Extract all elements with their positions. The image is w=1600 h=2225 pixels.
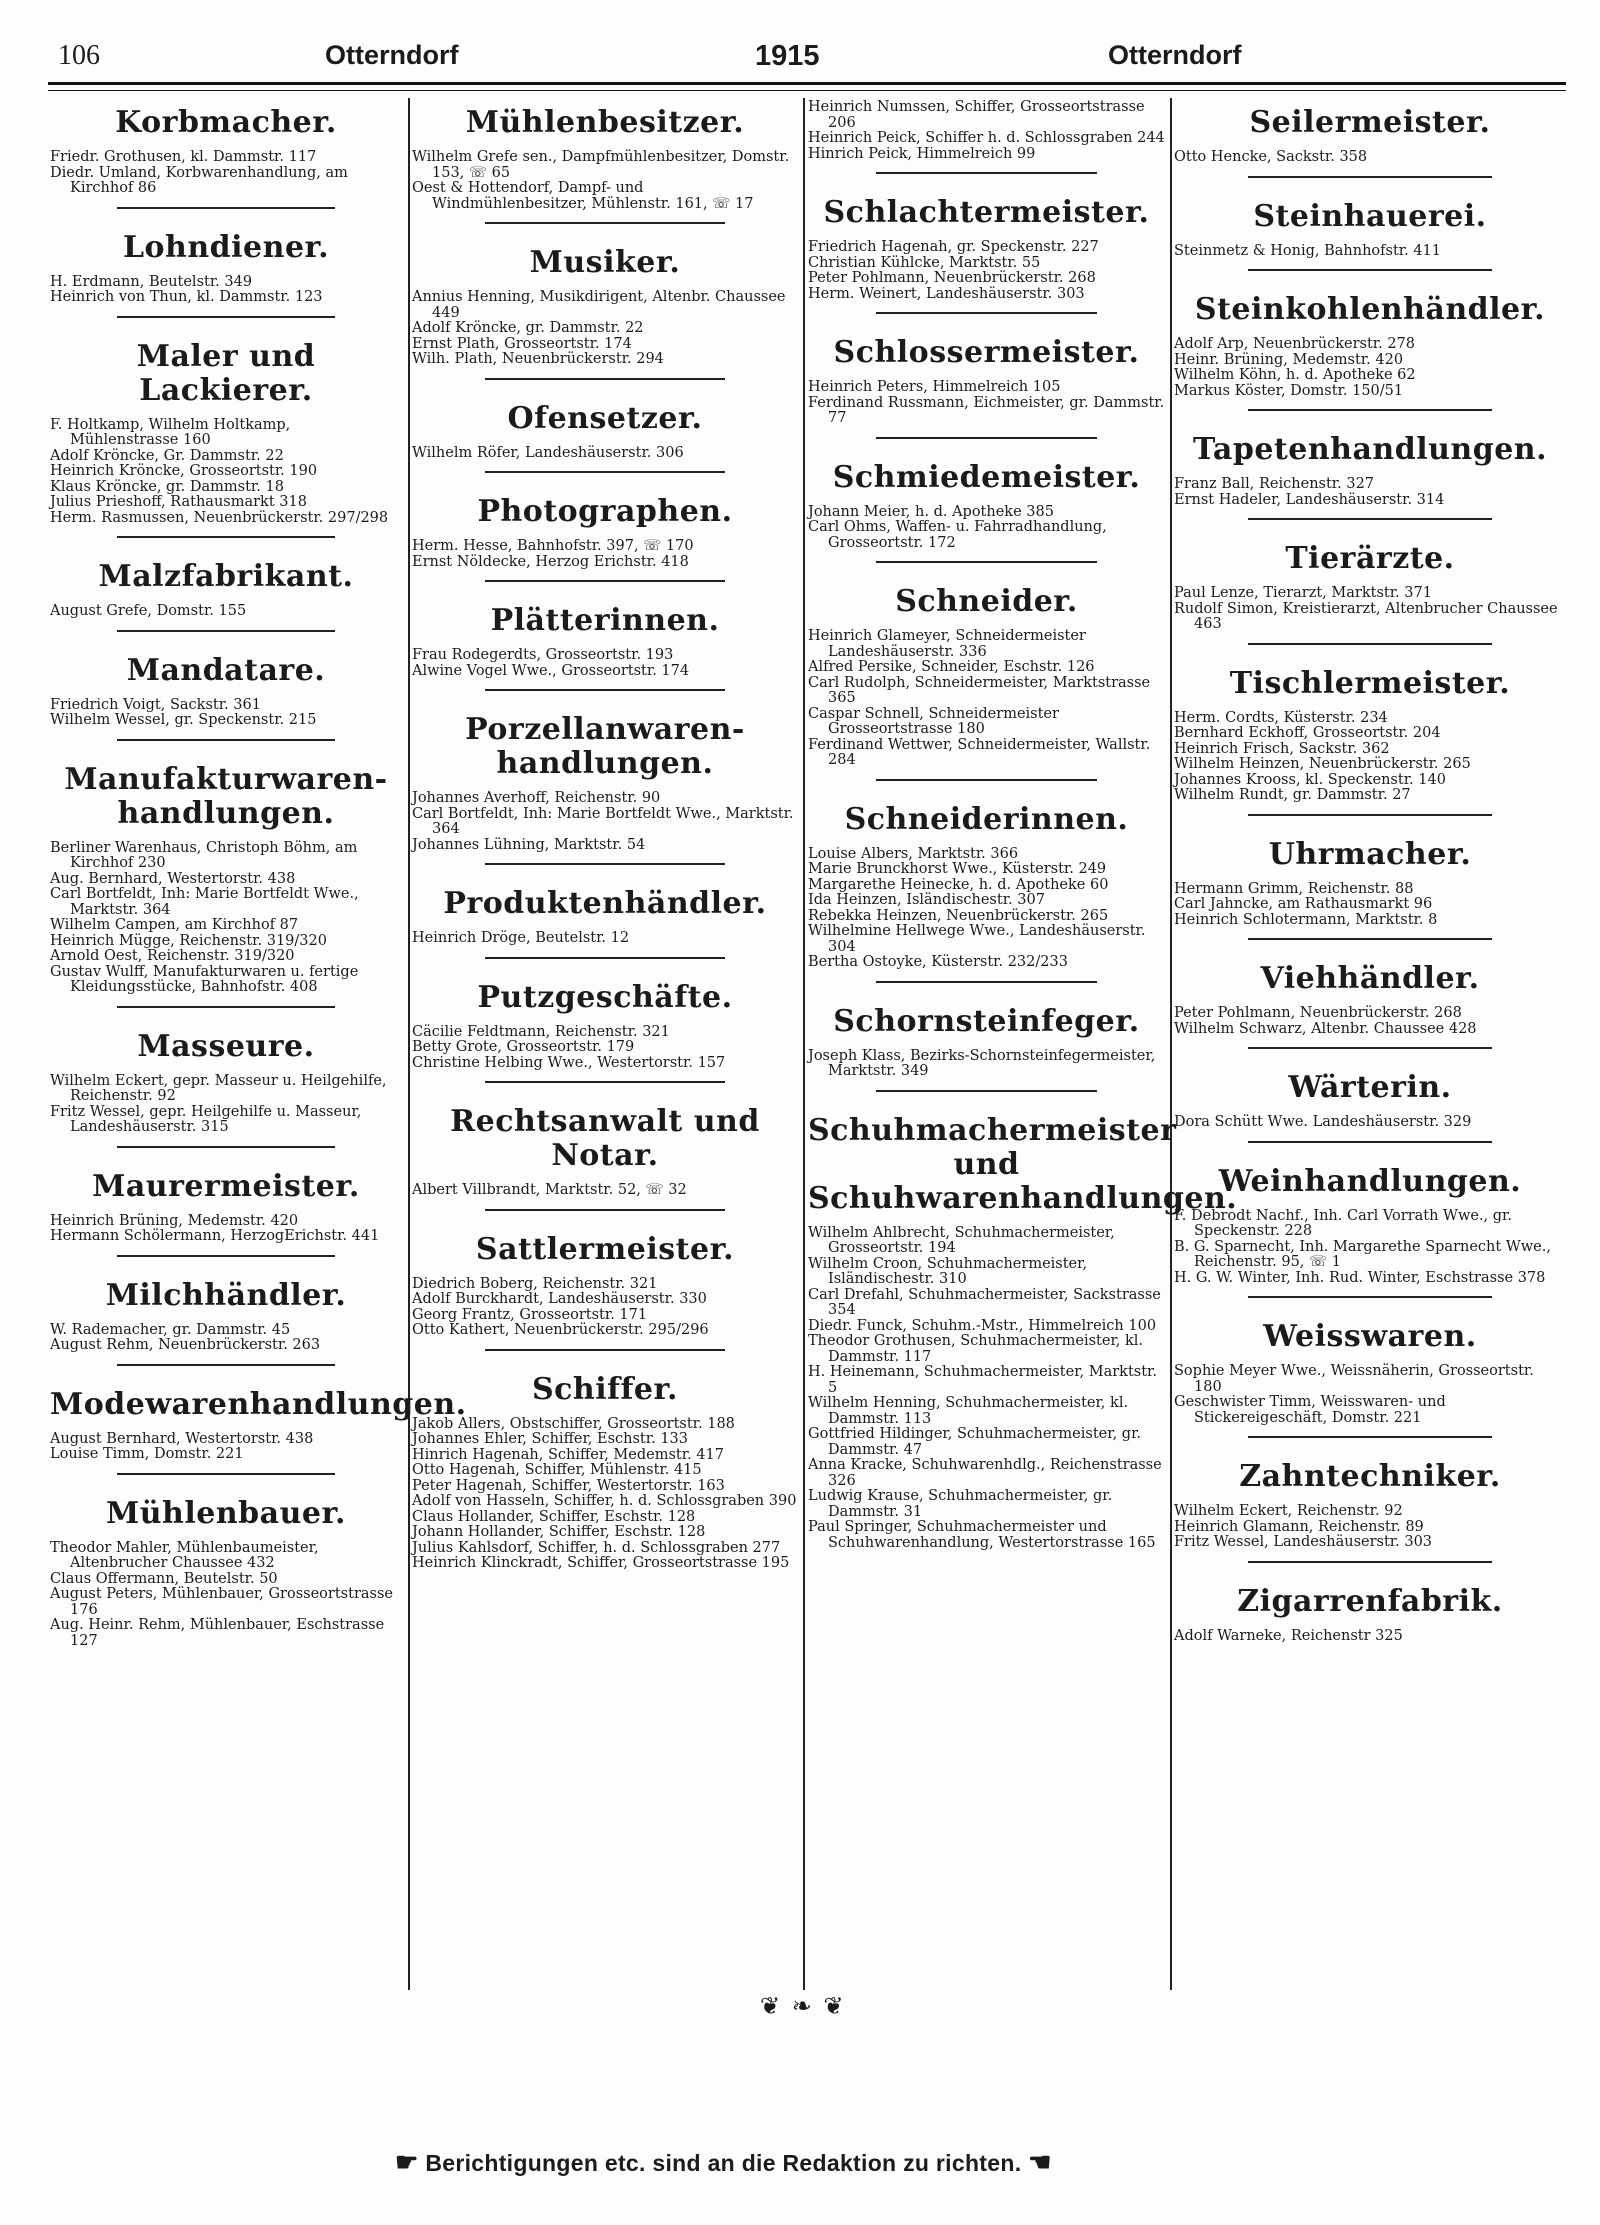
section-heading: Lohndiener. — [122, 229, 330, 265]
section — [50, 1497, 402, 1650]
section — [50, 763, 402, 1008]
directory-entry: Hinrich Hagenah, Schiffer, Medemstr. 417 — [412, 1446, 724, 1463]
directory-entry: Louise Timm, Domstr. 221 — [50, 1446, 244, 1462]
section — [412, 402, 798, 474]
directory-entry: Hinrich Peick, Himmelreich 99 — [808, 145, 1036, 162]
directory-entry: Herm. Rasmussen, Neuenbrückerstr. 297/298 — [50, 509, 389, 526]
section-heading: Manufakturwaren- handlungen. — [64, 761, 388, 831]
directory-entry: F. Debrodt Nachf., Inh. Carl Vorrath Wwe., gr. Speckenstr. 228 — [1174, 1207, 1513, 1239]
section-separator — [1248, 1141, 1491, 1143]
section — [412, 1373, 798, 1572]
directory-entry: Adolf Warneke, Reichenstr 325 — [1174, 1627, 1403, 1644]
section-separator — [485, 580, 724, 582]
pointing-hand-left-icon: ☛ — [395, 2147, 419, 2177]
section-heading: Musiker. — [529, 245, 681, 280]
section — [1174, 962, 1566, 1049]
directory-entry: Carl Ohms, Waffen- u. Fahrradhandlung, Grosseortstr. 172 — [808, 519, 1107, 551]
section — [1174, 667, 1566, 816]
directory-entry: Adolf Burckhardt, Landeshäuserstr. 330 — [412, 1291, 707, 1307]
section-separator — [117, 536, 335, 538]
directory-entry: Otto Hagenah, Schiffer, Mühlenstr. 415 — [412, 1462, 702, 1478]
directory-entry: Carl Bortfeldt, Inh: Marie Bortfeldt Wwe., Marktstr. 364 — [412, 805, 794, 837]
section-separator — [485, 471, 724, 473]
directory-entry: Wilhelm Röfer, Landeshäuserstr. 306 — [412, 444, 684, 461]
column-4 — [1174, 98, 1566, 1644]
directory-entry: Joseph Klass, Bezirks-Schornsteinfegermeister, Marktstr. 349 — [808, 1047, 1156, 1079]
section — [1174, 542, 1566, 645]
directory-entry: Gustav Wulff, Manufakturwaren u. fertige Kleidungsstücke, Bahnhofstr. 408 — [50, 963, 359, 995]
section-heading: Schornsteinfeger. — [833, 1003, 1140, 1039]
directory-entry: Klaus Kröncke, gr. Dammstr. 18 — [50, 478, 284, 495]
directory-entry: H. G. W. Winter, Inh. Rud. Winter, Eschstrasse 378 — [1174, 1269, 1546, 1286]
directory-entry: Wilhelm Eckert, gepr. Masseur u. Heilgehilfe, Reichenstr. 92 — [50, 1072, 387, 1104]
section — [412, 106, 798, 224]
directory-entry: Wilhelm Wessel, gr. Speckenstr. 215 — [50, 712, 317, 728]
directory-entry: Wilhelm Köhn, h. d. Apotheke 62 — [1174, 367, 1416, 383]
directory-entry: Caspar Schnell, Schneidermeister Grosseortstrasse 180 — [808, 705, 1059, 737]
section — [50, 231, 402, 318]
section — [1174, 1460, 1566, 1563]
directory-entry: Margarethe Heinecke, h. d. Apotheke 60 — [808, 876, 1109, 893]
section-separator — [876, 981, 1097, 983]
directory-entry: Heinrich Mügge, Reichenstr. 319/320 — [50, 932, 327, 949]
section — [412, 246, 798, 380]
directory-entry: Rudolf Simon, Kreistierarzt, Altenbrucher Chaussee 463 — [1174, 600, 1558, 632]
section-heading: Mühlenbesitzer. — [465, 105, 745, 140]
directory-entry: Wilhelm Heinzen, Neuenbrückerstr. 265 — [1174, 756, 1471, 772]
footer-text: Berichtigungen etc. sind an die Redaktion zu richten. — [425, 2150, 1022, 2176]
directory-entry: Fritz Wessel, gepr. Heilgehilfe u. Masseur, Landeshäuserstr. 315 — [50, 1103, 362, 1135]
section-heading: Photographen. — [477, 494, 733, 529]
directory-entry: Theodor Grothusen, Schuhmachermeister, kl. Dammstr. 117 — [808, 1333, 1144, 1365]
directory-entry: Albert Villbrandt, Marktstr. 52, ☏ 32 — [412, 1182, 687, 1198]
section — [50, 1030, 402, 1148]
directory-entry: Johannes Averhoff, Reichenstr. 90 — [412, 790, 661, 806]
directory-entry: Heinrich Kröncke, Grosseortstr. 190 — [50, 463, 318, 479]
directory-entry: Theodor Mahler, Mühlenbaumeister, Altenbrucher Chaussee 432 — [50, 1539, 319, 1571]
directory-entry: W. Rademacher, gr. Dammstr. 45 — [50, 1321, 291, 1338]
directory-entry: Ernst Hadeler, Landeshäuserstr. 314 — [1174, 491, 1445, 508]
section-separator — [117, 1006, 335, 1008]
pointing-hand-right-icon: ☚ — [1028, 2147, 1052, 2177]
section-heading: Rechtsanwalt und Notar. — [450, 1104, 760, 1173]
directory-entry: Hermann Grimm, Reichenstr. 88 — [1174, 880, 1414, 897]
section-separator — [1248, 1047, 1491, 1049]
directory-entry: Wilhelm Croon, Schuhmachermeister, Isländischestr. 310 — [808, 1255, 1088, 1287]
directory-entry: Alwine Vogel Wwe., Grosseortstr. 174 — [412, 662, 690, 679]
directory-entry: Wilhelm Schwarz, Altenbr. Chaussee 428 — [1174, 1020, 1477, 1037]
directory-entry: Diedr. Funck, Schuhm.-Mstr., Himmelreich 100 — [808, 1317, 1157, 1334]
directory-entry: Johannes Lühning, Marktstr. 54 — [412, 836, 646, 853]
section-heading: Weinhandlungen. — [1218, 1163, 1522, 1199]
directory-entry: Alfred Persike, Schneider, Eschstr. 126 — [808, 659, 1095, 675]
directory-entry: Fritz Wessel, Landeshäuserstr. 303 — [1174, 1534, 1433, 1550]
section-heading: Schuhmachermeister und Schuhwarenhandlungen. — [808, 1112, 1238, 1216]
section — [412, 887, 798, 959]
directory-entry: Wilhelmine Hellwege Wwe., Landeshäuserstr. 304 — [808, 923, 1146, 955]
section — [50, 340, 402, 539]
section-separator — [876, 172, 1097, 174]
directory-entry: Cäcilie Feldtmann, Reichenstr. 321 — [412, 1023, 670, 1040]
directory-entry: Herm. Cordts, Küsterstr. 234 — [1174, 709, 1388, 726]
section-heading: Schneider. — [895, 584, 1078, 619]
directory-entry: Louise Albers, Marktstr. 366 — [808, 845, 1019, 862]
directory-entry: Diedr. Umland, Korbwarenhandlung, am Kirchhof 86 — [50, 164, 348, 196]
section — [412, 495, 798, 582]
column-3 — [808, 98, 1238, 1551]
section-separator — [117, 630, 335, 632]
section — [50, 560, 402, 632]
directory-entry: Claus Hollander, Schiffer, Eschstr. 128 — [412, 1508, 696, 1525]
section-separator — [1248, 176, 1491, 178]
directory-entry: Heinrich Peters, Himmelreich 105 — [808, 379, 1061, 395]
section-separator — [1248, 1436, 1491, 1438]
section-separator — [1248, 409, 1491, 411]
page-number: 106 — [58, 40, 100, 71]
directory-entry: Heinrich Brüning, Medemstr. 420 — [50, 1212, 299, 1229]
header-town-left: Otterndorf — [325, 40, 459, 70]
directory-entry: Franz Ball, Reichenstr. 327 — [1174, 476, 1375, 492]
section — [1174, 293, 1566, 411]
directory-entry: Bernhard Eckhoff, Grosseortstr. 204 — [1174, 725, 1441, 741]
section-heading: Seilermeister. — [1249, 105, 1491, 140]
section-heading: Putzgeschäfte. — [477, 979, 733, 1015]
directory-entry: Johannes Ehler, Schiffer, Eschstr. 133 — [412, 1431, 688, 1447]
section — [412, 1105, 798, 1211]
directory-entry: Heinrich Numssen, Schiffer, Grosseortstrasse 206 — [808, 99, 1145, 131]
header-town-right: Otterndorf — [1108, 40, 1242, 70]
section — [50, 1386, 467, 1475]
section — [1174, 1320, 1566, 1438]
section-heading: Korbmacher. — [115, 105, 337, 140]
section-separator — [485, 378, 724, 380]
directory-entry: Hermann Schölermann, HerzogErichstr. 441 — [50, 1228, 380, 1244]
directory-entry: Heinrich Klinckradt, Schiffer, Grosseortstrasse 195 — [412, 1555, 790, 1571]
section-heading: Schmiedemeister. — [832, 459, 1141, 495]
section — [1174, 1071, 1566, 1143]
directory-entry: Peter Hagenah, Schiffer, Westertorstr. 163 — [412, 1477, 725, 1494]
directory-entry: Wilhelm Campen, am Kirchhof 87 — [50, 917, 299, 933]
directory-entry: Adolf Kröncke, gr. Dammstr. 22 — [412, 320, 644, 336]
directory-entry: Arnold Oest, Reichenstr. 319/320 — [50, 948, 295, 964]
section — [50, 1279, 402, 1366]
directory-entry: Otto Hencke, Sackstr. 358 — [1174, 149, 1368, 165]
section-separator — [876, 437, 1097, 439]
section-separator — [1248, 269, 1491, 271]
directory-entry: Heinrich Schlotermann, Marktstr. 8 — [1174, 911, 1438, 928]
directory-entry: Rebekka Heinzen, Neuenbrückerstr. 265 — [808, 907, 1109, 924]
section — [412, 713, 798, 865]
directory-entry: Anna Kracke, Schuhwarenhdlg., Reichenstrasse 326 — [808, 1457, 1162, 1489]
section-separator — [117, 316, 335, 318]
section-heading: Steinkohlenhändler. — [1194, 292, 1546, 327]
directory-entry: Carl Rudolph, Schneidermeister, Marktstrasse 365 — [808, 674, 1151, 706]
directory-entry: Marie Brunckhorst Wwe., Küsterstr. 249 — [808, 861, 1107, 877]
section-heading: Plätterinnen. — [490, 603, 720, 638]
section-heading: Ofensetzer. — [507, 400, 703, 436]
section-separator — [876, 1090, 1097, 1092]
section-heading: Zahntechniker. — [1239, 1459, 1501, 1494]
section — [1174, 433, 1566, 520]
directory-entry: Gottfried Hildinger, Schuhmachermeister, gr. Dammstr. 47 — [808, 1426, 1142, 1458]
section — [412, 604, 798, 691]
section-heading: Mühlenbauer. — [106, 1495, 346, 1531]
directory-entry: Friedrich Hagenah, gr. Speckenstr. 227 — [808, 239, 1099, 255]
directory-entry: August Peters, Mühlenbauer, Grosseortstrasse 176 — [50, 1586, 393, 1618]
section-heading: Porzellanwaren- handlungen. — [465, 712, 745, 781]
section — [50, 106, 402, 209]
directory-entry: Julius Prieshoff, Rathausmarkt 318 — [50, 494, 307, 510]
directory-entry: Ernst Plath, Grosseortstr. 174 — [412, 335, 632, 352]
directory-entry: Carl Bortfeldt, Inh: Marie Bortfeldt Wwe., Marktstr. 364 — [50, 886, 359, 918]
directory-entry: Peter Pohlmann, Neuenbrückerstr. 268 — [1174, 1005, 1462, 1021]
section-separator — [1248, 643, 1491, 645]
directory-entry: Sophie Meyer Wwe., Weissnäherin, Grosseortstr. 180 — [1174, 1363, 1534, 1395]
section — [50, 654, 402, 741]
ornament-divider: ❦ ❧ ❦ — [760, 1992, 846, 2020]
directory-entry: Johannes Krooss, kl. Speckenstr. 140 — [1174, 771, 1446, 788]
section — [1174, 1585, 1566, 1645]
section-separator — [485, 957, 724, 959]
directory-entry: Carl Jahncke, am Rathausmarkt 96 — [1174, 896, 1433, 912]
directory-entry: Friedrich Voigt, Sackstr. 361 — [50, 696, 261, 713]
directory-entry: Paul Springer, Schuhmachermeister und Schuhwarenhandlung, Westertorstrasse 165 — [808, 1519, 1156, 1551]
directory-entry: Claus Offermann, Beutelstr. 50 — [50, 1570, 278, 1587]
section-separator — [117, 1473, 335, 1475]
directory-entry: Peter Pohlmann, Neuenbrückerstr. 268 — [808, 270, 1096, 286]
directory-entry: Otto Kathert, Neuenbrückerstr. 295/296 — [412, 1322, 709, 1338]
header-year: 1915 — [755, 40, 820, 72]
section — [1174, 200, 1566, 272]
column-divider-3 — [1170, 98, 1172, 1990]
column-divider-2 — [803, 98, 805, 1990]
section-separator — [876, 312, 1097, 314]
directory-entry: Wilhelm Ahlbrecht, Schuhmachermeister, Grosseortstr. 194 — [808, 1224, 1115, 1256]
directory-entry: Heinrich Glamann, Reichenstr. 89 — [1174, 1518, 1424, 1535]
section-separator — [117, 1146, 335, 1148]
section-heading: Masseure. — [137, 1028, 315, 1064]
section-heading: Produktenhändler. — [443, 886, 767, 921]
section — [808, 1005, 1165, 1092]
directory-entry: Johann Hollander, Schiffer, Eschstr. 128 — [412, 1524, 706, 1540]
section-heading: Viehhändler. — [1260, 961, 1480, 996]
section-heading: Milchhändler. — [105, 1277, 347, 1313]
section — [808, 196, 1165, 314]
section-separator — [1248, 938, 1491, 940]
directory-entry: H. Heinemann, Schuhmachermeister, Marktstr. 5 — [808, 1364, 1157, 1396]
directory-entry: Heinr. Brüning, Medemstr. 420 — [1174, 351, 1404, 368]
section-heading: Maler und Lackierer. — [136, 338, 316, 408]
section-separator — [117, 207, 335, 209]
column-divider-1 — [408, 98, 410, 1990]
directory-entry: Frau Rodegerdts, Grosseortstr. 193 — [412, 647, 674, 663]
directory-entry: Betty Grote, Grosseortstr. 179 — [412, 1039, 635, 1055]
directory-entry: Heinrich Frisch, Sackstr. 362 — [1174, 740, 1390, 757]
section-heading: Schlossermeister. — [833, 335, 1140, 370]
directory-entry: Georg Frantz, Grosseortstr. 171 — [412, 1306, 648, 1323]
directory-entry: Wilhelm Rundt, gr. Dammstr. 27 — [1174, 787, 1411, 803]
directory-entry: Heinrich Glameyer, Schneidermeister Landeshäuserstr. 336 — [808, 628, 1086, 660]
header-rule-top — [48, 82, 1566, 85]
directory-entry: Heinrich von Thun, kl. Dammstr. 123 — [50, 289, 323, 305]
section-separator — [117, 739, 335, 741]
directory-entry: Heinrich Peick, Schiffer h. d. Schlossgraben 244 — [808, 130, 1165, 146]
directory-entry: August Bernhard, Westertorstr. 438 — [50, 1430, 314, 1447]
section-separator — [876, 561, 1097, 563]
header-rule-bottom — [48, 90, 1566, 91]
section-separator — [1248, 814, 1491, 816]
directory-entry: Johann Meier, h. d. Apotheke 385 — [808, 503, 1054, 520]
section-heading: Modewarenhandlungen. — [50, 1386, 467, 1422]
directory-entry: Dora Schütt Wwe. Landeshäuserstr. 329 — [1174, 1114, 1472, 1130]
section-separator — [485, 1081, 724, 1083]
directory-entry: Geschwister Timm, Weisswaren- und Stickereigeschäft, Domstr. 221 — [1174, 1394, 1446, 1426]
section-separator — [1248, 518, 1491, 520]
directory-entry: Ferdinand Russmann, Eichmeister, gr. Dammstr. 77 — [808, 394, 1165, 426]
directory-entry: B. G. Sparnecht, Inh. Margarethe Sparnecht Wwe., Reichenstr. 95, ☏ 1 — [1174, 1238, 1551, 1270]
section-heading: Steinhauerei. — [1253, 198, 1487, 234]
section-separator — [485, 689, 724, 691]
section-heading: Tapetenhandlungen. — [1192, 432, 1548, 467]
section — [808, 461, 1165, 564]
column-2 — [412, 98, 798, 1572]
section-heading: Malzfabrikant. — [98, 559, 354, 594]
section-heading: Weisswaren. — [1263, 1319, 1477, 1354]
section-separator — [485, 1349, 724, 1351]
directory-entry: Paul Lenze, Tierarzt, Marktstr. 371 — [1174, 585, 1432, 601]
directory-entry: Christine Helbing Wwe., Westertorstr. 157 — [412, 1054, 726, 1071]
directory-entry: August Rehm, Neuenbrückerstr. 263 — [50, 1337, 321, 1353]
directory-entry: Christian Kühlcke, Marktstr. 55 — [808, 254, 1041, 271]
section-separator — [117, 1255, 335, 1257]
section — [1174, 838, 1566, 941]
section — [808, 585, 1165, 781]
section — [50, 1170, 402, 1257]
directory-entry: Herm. Hesse, Bahnhofstr. 397, ☏ 170 — [412, 538, 694, 554]
section-heading: Tischlermeister. — [1229, 665, 1511, 701]
section-separator — [485, 1209, 724, 1211]
directory-entry: Julius Kahlsdorf, Schiffer, h. d. Schlossgraben 277 — [412, 1539, 781, 1556]
column-1 — [50, 98, 467, 1649]
directory-entry: Adolf Arp, Neuenbrückerstr. 278 — [1174, 336, 1415, 352]
directory-entry: Steinmetz & Honig, Bahnhofstr. 411 — [1174, 242, 1442, 259]
directory-entry: Adolf von Hasseln, Schiffer, h. d. Schlossgraben 390 — [412, 1493, 797, 1509]
directory-entry: H. Erdmann, Beutelstr. 349 — [50, 273, 253, 290]
section-heading: Uhrmacher. — [1268, 836, 1472, 872]
directory-entry: Ferdinand Wettwer, Schneidermeister, Wallstr. 284 — [808, 736, 1151, 768]
section-heading: Wärterin. — [1288, 1070, 1452, 1105]
section — [1174, 1165, 1566, 1299]
section-heading: Schiffer. — [531, 1371, 679, 1407]
directory-entry: Annius Henning, Musikdirigent, Altenbr. Chaussee 449 — [412, 289, 786, 321]
section-separator — [485, 222, 724, 224]
section-separator — [485, 863, 724, 865]
section-separator — [1248, 1296, 1491, 1298]
section — [412, 1233, 798, 1351]
section-separator — [117, 1364, 335, 1366]
directory-entry: Wilhelm Henning, Schuhmachermeister, kl. Dammstr. 113 — [808, 1395, 1129, 1427]
directory-entry: Carl Drefahl, Schuhmachermeister, Sackstrasse 354 — [808, 1286, 1161, 1318]
footer-note — [395, 2147, 1052, 2178]
directory-entry: F. Holtkamp, Wilhelm Holtkamp, Mühlenstrasse 160 — [50, 416, 291, 448]
directory-entry: Herm. Weinert, Landeshäuserstr. 303 — [808, 285, 1085, 302]
directory-entry: Ida Heinzen, Isländischestr. 307 — [808, 892, 1045, 908]
directory-entry: Wilh. Plath, Neuenbrückerstr. 294 — [412, 351, 664, 367]
section-heading: Schneiderinnen. — [844, 801, 1129, 837]
directory-entry: Wilhelm Eckert, Reichenstr. 92 — [1174, 1503, 1403, 1519]
directory-entry: Aug. Bernhard, Westertorstr. 438 — [50, 870, 296, 887]
directory-entry: Heinrich Dröge, Beutelstr. 12 — [412, 930, 630, 946]
section-heading: Sattlermeister. — [475, 1231, 735, 1267]
section — [808, 1112, 1238, 1552]
directory-entry: Markus Köster, Domstr. 150/51 — [1174, 382, 1404, 399]
directory-entry: Diedrich Boberg, Reichenstr. 321 — [412, 1275, 658, 1292]
directory-entry: Bertha Ostoyke, Küsterstr. 232/233 — [808, 954, 1068, 970]
section-heading: Schlachtermeister. — [823, 195, 1150, 230]
directory-entry: August Grefe, Domstr. 155 — [50, 603, 247, 619]
section-heading: Tierärzte. — [1285, 541, 1455, 576]
directory-entry: Aug. Heinr. Rehm, Mühlenbauer, Eschstrasse 127 — [50, 1617, 385, 1649]
section-heading: Maurermeister. — [92, 1168, 360, 1204]
directory-entry: Ernst Nöldecke, Herzog Erichstr. 418 — [412, 553, 689, 570]
section — [1174, 106, 1566, 178]
section-separator — [1248, 1561, 1491, 1563]
directory-entry: Jakob Allers, Obstschiffer, Grosseortstr. 188 — [412, 1415, 735, 1432]
section — [808, 803, 1165, 983]
directory-entry: Oest & Hottendorf, Dampf- und Windmühlenbesitzer, Mühlenstr. 161, ☏ 17 — [412, 180, 754, 212]
section-heading: Zigarrenfabrik. — [1237, 1583, 1503, 1619]
section — [808, 336, 1165, 439]
directory-entry: Ludwig Krause, Schuhmachermeister, gr. Dammstr. 31 — [808, 1488, 1113, 1520]
section — [808, 98, 1165, 174]
directory-entry: Wilhelm Grefe sen., Dampfmühlenbesitzer, Domstr. 153, ☏ 65 — [412, 149, 790, 181]
section-heading: Mandatare. — [126, 652, 326, 688]
directory-entry: Berliner Warenhaus, Christoph Böhm, am Kirchhof 230 — [50, 839, 358, 871]
section — [412, 981, 798, 1084]
directory-entry: Adolf Kröncke, Gr. Dammstr. 22 — [50, 447, 284, 464]
section-separator — [876, 779, 1097, 781]
directory-entry: Friedr. Grothusen, kl. Dammstr. 117 — [50, 149, 317, 165]
